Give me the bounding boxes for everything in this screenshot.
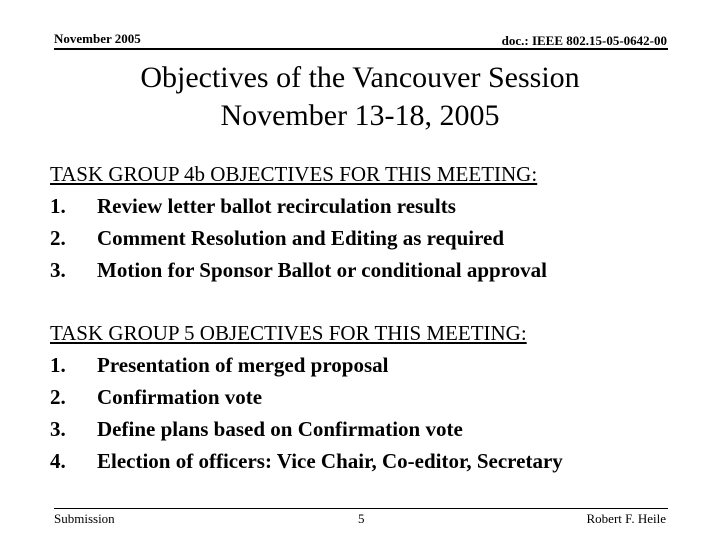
list-item-number: 3. xyxy=(50,258,66,282)
list-item-number: 4. xyxy=(50,449,66,473)
tg5-objectives-list xyxy=(50,349,563,477)
list-item-text: Define plans based on Confirmation vote xyxy=(97,417,463,441)
list-item xyxy=(50,381,563,413)
list-item-text: Review letter ballot recirculation results xyxy=(97,194,456,218)
list-item xyxy=(50,254,547,286)
slide-title xyxy=(0,59,720,135)
footer-submission: Submission xyxy=(54,511,115,526)
header-divider xyxy=(54,48,668,50)
list-item-text: Motion for Sponsor Ballot or conditional approval xyxy=(97,258,548,282)
list-item xyxy=(50,445,563,477)
list-item-text: Confirmation vote xyxy=(97,385,263,409)
footer-author: Robert F. Heile xyxy=(586,511,666,526)
list-item-number: 1. xyxy=(50,194,66,218)
tg5-objectives-heading: TASK GROUP 5 OBJECTIVES FOR THIS MEETING: xyxy=(50,321,527,345)
list-item-text: Presentation of merged proposal xyxy=(97,353,389,377)
slide-title-line-1: Objectives of the Vancouver Session xyxy=(140,61,580,94)
tg5-objectives-section xyxy=(50,317,563,477)
header-doc-id: doc.: IEEE 802.15-05-0642-00 xyxy=(501,33,667,48)
page-number: 5 xyxy=(358,511,365,526)
list-item xyxy=(50,222,547,254)
list-item xyxy=(50,413,563,445)
list-item xyxy=(50,190,547,222)
list-item-text: Comment Resolution and Editing as required xyxy=(97,226,505,250)
tg4b-objectives-list xyxy=(50,190,547,286)
list-item-text: Election of officers: Vice Chair, Co-editor, Secretary xyxy=(97,449,563,473)
header-date: November 2005 xyxy=(54,31,141,46)
tg4b-objectives-heading: TASK GROUP 4b OBJECTIVES FOR THIS MEETING: xyxy=(50,162,538,186)
tg4b-objectives-section xyxy=(50,158,547,286)
slide-title-line-2: November 13-18, 2005 xyxy=(220,99,500,132)
list-item-number: 3. xyxy=(50,417,66,441)
list-item-number: 1. xyxy=(50,353,66,377)
list-item-number: 2. xyxy=(50,385,66,409)
list-item-number: 2. xyxy=(50,226,66,250)
list-item xyxy=(50,349,563,381)
footer-divider xyxy=(54,508,668,509)
